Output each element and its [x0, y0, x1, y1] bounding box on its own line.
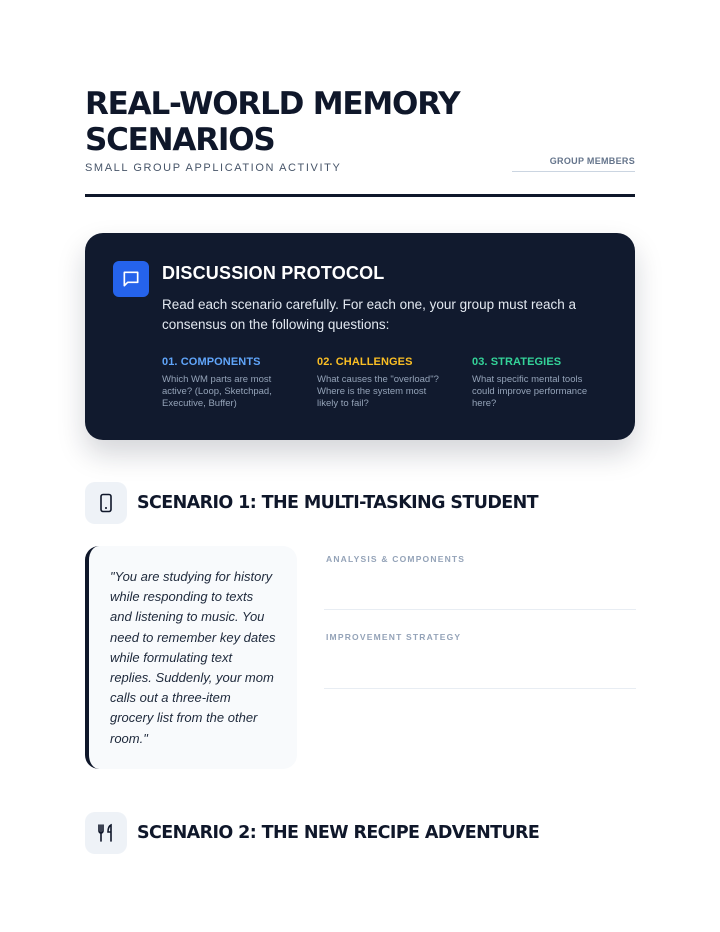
question-heading: 02. CHALLENGES: [317, 356, 413, 368]
group-members-field[interactable]: GROUP MEMBERS: [512, 156, 635, 172]
protocol-intro: Read each scenario carefully. For each one, your group must reach a consensus on the following questions:: [162, 297, 576, 332]
discussion-protocol-card: [85, 233, 635, 440]
scenario-1-quote: [85, 546, 297, 769]
scenario-2-header: [85, 812, 539, 854]
question-body: Which WM parts are most active? (Loop, Sketchpad, Executive, Buffer): [162, 374, 272, 409]
protocol-title: DISCUSSION PROTOCOL: [162, 263, 385, 283]
question-components: [162, 356, 317, 410]
smartphone-icon: [85, 482, 127, 524]
scenario-1-quote-text: "You are studying for history while responding to texts and listening to music. You need to remember key dates while formulating text replies. Suddenly, your mom calls out a three-item grocery list from the other room.": [110, 569, 276, 746]
question-body: What causes the "overload"? Where is the system most likely to fail?: [317, 374, 439, 409]
strategy-answer-line[interactable]: [324, 688, 636, 689]
question-strategies: [472, 356, 627, 410]
page-subtitle: SMALL GROUP APPLICATION ACTIVITY: [85, 162, 342, 174]
analysis-answer-line[interactable]: [324, 609, 636, 610]
chat-bubble-icon: [113, 261, 149, 297]
scenario-1-header: [85, 482, 538, 524]
scenario-2-title: SCENARIO 2: THE NEW RECIPE ADVENTURE: [137, 823, 540, 843]
analysis-field-label: ANALYSIS & COMPONENTS: [326, 554, 466, 564]
question-heading: 03. STRATEGIES: [472, 356, 562, 368]
strategy-field-label: IMPROVEMENT STRATEGY: [326, 632, 462, 642]
page-title: REAL-WORLD MEMORY SCENARIOS: [85, 86, 460, 158]
question-heading: 01. COMPONENTS: [162, 356, 261, 368]
utensils-icon: [85, 812, 127, 854]
question-body: What specific mental tools could improve performance here?: [472, 374, 588, 409]
question-challenges: [317, 356, 472, 410]
page-header: [85, 86, 635, 174]
scenario-1-title: SCENARIO 1: THE MULTI-TASKING STUDENT: [137, 493, 538, 513]
protocol-questions: [162, 356, 627, 410]
header-divider: [85, 194, 635, 197]
